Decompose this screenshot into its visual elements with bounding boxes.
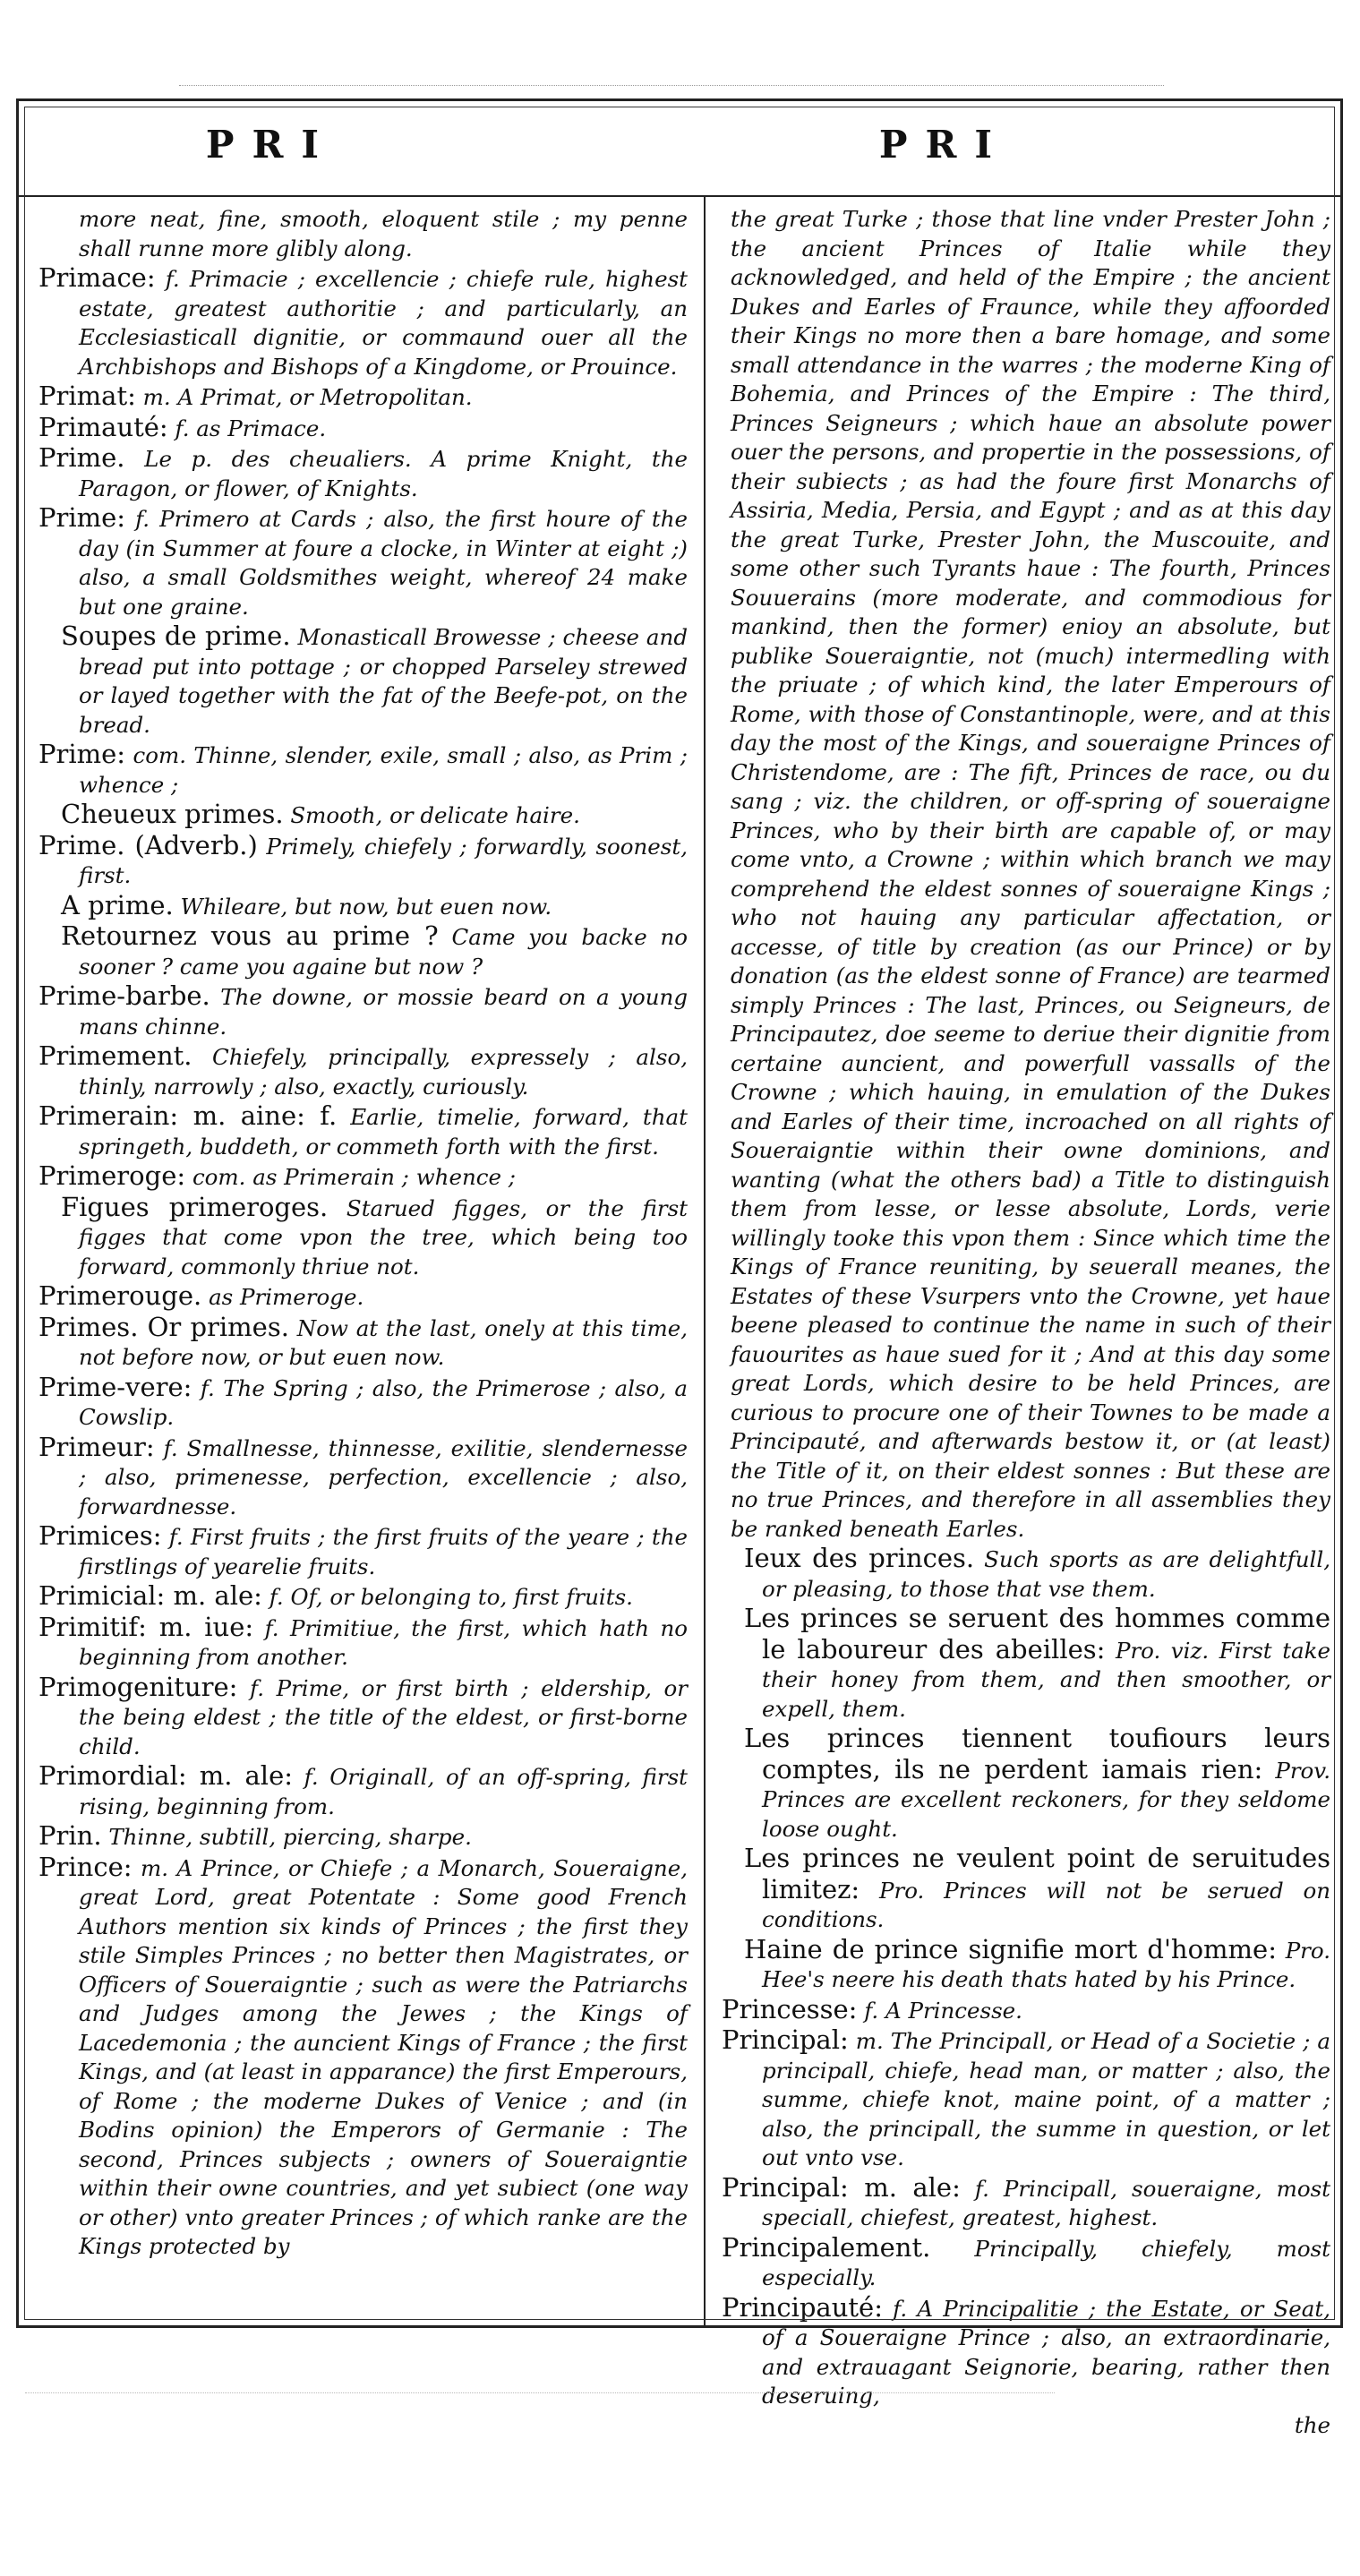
dictionary-entry — [38, 1821, 688, 1853]
entry-headword: Haine de prince signifie mort d'homme: — [744, 1933, 1277, 1964]
column-divider — [704, 195, 706, 2325]
entry-gloss: f. Of, or belonging to, first fruits. — [269, 1584, 633, 1610]
dictionary-entry — [38, 831, 688, 891]
entry-headword: Primerouge. — [38, 1280, 202, 1311]
dictionary-entry — [722, 1724, 1330, 1844]
entry-gloss: Such sports as are delightfull, or pleasing, to those that vse them. — [762, 1546, 1330, 1602]
top-dotted-rule — [179, 85, 1164, 86]
dictionary-entry — [38, 1613, 688, 1673]
entry-gloss: Pro. Hee's neere his death thats hated by his Prince. — [762, 1937, 1330, 1992]
entry-gloss: f. Originall, of an off-spring, first rising, beginning from. — [79, 1764, 688, 1819]
entry-headword: Primordial: m. ale: — [38, 1760, 294, 1791]
entry-headword: Prime-vere: — [38, 1371, 192, 1402]
entry-gloss: m. A Prince, or Chiefe ; a Monarch, Soueraigne, great Lord, great Potentate : Some good French Authors mention six kinds of Princes ; the first they stile Simples Princes ; no better then Magistrates, or Officers of Soueraigntie ; such as were the Patriarchs and Judges among the Jewes ; the Kings of Lacedemonia ; the auncient Kings of France ; the first Kings, and (at least in apparance) the first Emperours, of Rome ; the moderne Dukes of Venice ; and (in Bodins opinion) the Emperors of Germanie : The second, Princes subjects ; owners of Soueraigntie within their owne countries, and yet subiect (one way or other) vnto greater Princes ; of which ranke are the Kings protected by — [79, 1854, 688, 2259]
entry-headword: Prime: — [38, 502, 126, 533]
dictionary-entry — [38, 740, 688, 800]
entry-gloss: f. First fruits ; the first fruits of the yeare ; the firstlings of yearelie fruits. — [79, 1524, 688, 1579]
entry-gloss: f. Prime, or first birth ; eldership, or the being eldest ; the title of the eldest, or first-borne child. — [79, 1674, 688, 1759]
entry-headword: Primauté: — [38, 411, 168, 442]
entry-headword: Prin. — [38, 1820, 102, 1851]
dictionary-entry — [38, 1673, 688, 1762]
entry-headword: Soupes de prime. — [61, 620, 291, 651]
entry-gloss: f. The Spring ; also, the Primerose ; also, a Cowslip. — [79, 1374, 688, 1430]
dictionary-entry — [38, 1853, 688, 2262]
entry-gloss: Primely, chiefely ; forwardly, soonest, first. — [79, 833, 689, 888]
entry-headword: Les princes ne veulent point de seruitudes limitez: — [744, 1843, 1330, 1904]
entry-headword: Primeur: — [38, 1431, 155, 1462]
entry-gloss: f. Smallnesse, thinnesse, exilitie, slendernesse ; also, primenesse, perfection, excellencie ; also, forwardnesse. — [79, 1434, 688, 1519]
entry-gloss: Smooth, or delicate haire. — [290, 802, 580, 828]
entry-headword: Principal: m. ale: — [722, 2171, 961, 2203]
entry-headword: Princesse: — [722, 1993, 858, 2024]
dictionary-entry — [38, 1193, 688, 1282]
dictionary-entry — [38, 921, 688, 981]
entry-gloss: Earlie, timelie, forward, that springeth, buddeth, or commeth forth with the first. — [79, 1104, 688, 1160]
dictionary-entry — [38, 263, 688, 381]
dictionary-entry — [38, 205, 688, 263]
dictionary-entry — [38, 1373, 688, 1433]
right-column — [722, 205, 1331, 2438]
entry-gloss: Principally, chiefely, most especially. — [762, 2235, 1331, 2290]
entry-gloss: Came you backe no sooner ? came you againe but now ? — [79, 924, 689, 980]
dictionary-entry — [722, 2233, 1330, 2293]
entry-headword: Les princes tiennent toufiours leurs comptes, ils ne perdent iamais rien: — [744, 1723, 1330, 1784]
entry-headword: Prime. — [38, 442, 125, 473]
dictionary-entry — [722, 1995, 1330, 2026]
entry-gloss: Prov. Princes are excellent reckoners, for they seldome loose ought. — [762, 1757, 1330, 1842]
entry-gloss: m. The Principall, or Head of a Societie ; a principall, chiefe, head man, or matter ; also, the summe, chiefe knot, maine point, of a matter ; also, the principall, the summe in question, or let out vnto vse. — [762, 2028, 1330, 2170]
entry-gloss: Starued figges, or the first figges that come vpon the tree, which being too forward, commonly thriue not. — [79, 1194, 688, 1279]
entry-headword: Ieux des princes. — [744, 1543, 975, 1573]
dictionary-entry — [38, 1281, 688, 1313]
entry-gloss: The downe, or mossie beard on a young mans chinne. — [79, 984, 688, 1040]
entry-headword: Primogeniture: — [38, 1671, 238, 1702]
entry-headword: Primeroge: — [38, 1160, 186, 1191]
entry-headword: Prime-barbe. — [38, 980, 210, 1011]
dictionary-entry — [722, 1844, 1330, 1935]
left-column — [38, 205, 688, 2318]
dictionary-entry — [38, 1161, 688, 1193]
entry-gloss: Whileare, but now, but euen now. — [180, 893, 552, 920]
entry-gloss: more neat, fine, smooth, eloquent stile ; my penne shall runne more glibly along. — [79, 206, 688, 261]
entry-gloss: f. Primero at Cards ; also, the first houre of the day (in Summer at foure a clocke, in Winter at eight ;) also, a small Goldsmithes weight, whereof 24 make but one graine. — [79, 506, 688, 620]
entry-gloss: Pro. viz. First take their honey from them, and then smoother, or expell, them. — [762, 1637, 1330, 1722]
entry-headword: Primices: — [38, 1520, 162, 1551]
entry-gloss: f. Principall, soueraigne, most speciall, chiefest, greatest, highest. — [762, 2175, 1330, 2230]
entry-gloss: as Primeroge. — [209, 1284, 364, 1310]
entry-headword: Principalement. — [722, 2231, 931, 2263]
dictionary-entry — [722, 1604, 1330, 1724]
running-header — [19, 101, 1340, 197]
entry-gloss: f. Primitiue, the first, which hath no beginning from another. — [79, 1614, 688, 1670]
dictionary-entry — [38, 503, 688, 621]
entry-headword: Principauté: — [722, 2291, 883, 2323]
entry-gloss: Chiefely, principally, expressely ; also, thinly, narrowly ; also, exactly, curiously. — [79, 1044, 688, 1100]
dictionary-entry — [38, 981, 688, 1041]
entry-headword: A prime. — [61, 889, 174, 920]
dictionary-entry — [38, 891, 688, 922]
dictionary-entry — [38, 381, 688, 413]
dictionary-entry — [722, 2025, 1330, 2173]
dictionary-entry — [38, 1313, 688, 1373]
entry-headword: Principal: — [722, 2024, 849, 2055]
entry-gloss: Thinne, subtill, piercing, sharpe. — [108, 1824, 472, 1850]
entry-gloss: Le p. des cheualiers. A prime Knight, the Paragon, or flower, of Knights. — [79, 446, 688, 501]
dictionary-entry — [38, 621, 688, 740]
dictionary-entry — [722, 2173, 1330, 2233]
entry-gloss: m. A Primat, or Metropolitan. — [142, 384, 473, 410]
entry-gloss: com. as Primerain ; whence ; — [192, 1164, 517, 1190]
entry-headword: Retournez vous au prime ? — [61, 920, 439, 951]
entry-gloss: com. Thinne, slender, exile, small ; also, as Prim ; whence ; — [79, 742, 688, 798]
entry-gloss: f. as Primace. — [175, 415, 327, 441]
entry-headword: Prime: — [38, 739, 126, 769]
entry-headword: Figues primeroges. — [61, 1191, 329, 1222]
entry-headword: Primat: — [38, 381, 136, 411]
entry-headword: Primerain: m. aine: f. — [38, 1100, 338, 1131]
entry-gloss: Pro. Princes will not be serued on conditions. — [762, 1877, 1330, 1932]
entry-headword: Primicial: m. ale: — [38, 1580, 262, 1611]
dictionary-entry — [38, 1433, 688, 1522]
dictionary-entry — [38, 800, 688, 831]
header-left: PRI — [205, 123, 338, 167]
header-right: PRI — [878, 123, 1011, 167]
dictionary-entry — [722, 1935, 1330, 1995]
entry-gloss: f. A Principalitie ; the Estate, or Seat, of a Soueraigne Prince ; also, an extraordinarie, and extrauagant Seignorie, bearing, rather then deseruing, — [762, 2295, 1330, 2409]
dictionary-entry — [38, 1761, 688, 1821]
dictionary-entry — [38, 443, 688, 503]
entry-headword: Primace: — [38, 262, 156, 293]
dictionary-entry — [722, 1544, 1330, 1604]
entry-gloss: f. A Princesse. — [864, 1997, 1022, 2024]
entry-gloss: f. Primacie ; excellencie ; chiefe rule, highest estate, greatest authoritie ; and particularly, an Ecclesiasticall dignitie, or commaund ouer all the Archbishops and Bishops of a Kingdome, or Prouince. — [79, 266, 688, 380]
entry-headword: Prince: — [38, 1851, 133, 1882]
entry-gloss: the — [1294, 2411, 1330, 2438]
entry-headword: Cheueux primes. — [61, 799, 284, 829]
entry-headword: Primitif: m. iue: — [38, 1611, 254, 1642]
catchword — [722, 2411, 1330, 2441]
entry-gloss: Monasticall Browesse ; cheese and bread put into pottage ; or chopped Parseley strewed or layed together with the fat of the Beefe-pot, on the bread. — [79, 624, 689, 738]
dictionary-entry — [38, 1041, 688, 1101]
bottom-dotted-rule — [25, 2392, 1055, 2393]
page-frame — [16, 98, 1343, 2438]
entry-headword: Primes. Or primes. — [38, 1311, 289, 1342]
dictionary-entry — [38, 1521, 688, 1581]
dictionary-entry — [38, 1101, 688, 1161]
dictionary-entry — [38, 1581, 688, 1613]
dictionary-entry — [38, 413, 688, 444]
entry-gloss: Now at the last, onely at this time, not before now, or but euen now. — [79, 1314, 689, 1370]
entry-gloss: the great Turke ; those that line vnder Prester John ; the ancient Princes of Italie while they acknowledged, and held of the Empire ; the ancient Dukes and Earles of Fraunce, while they affoorded their Kings no more then a bare homage, and some small attendance in the warres ; the moderne King of Bohemia, and Princes of the Empire : The third, Princes Seigneurs ; which haue an absolute power ouer the persons, and propertie in the possessions, of their subiects ; as had the foure first Monarchs of Assiria, Media, Persia, and Egypt ; and as at this day the great Turke, Prester John, the Muscouite, and some other such Tyrants haue : The fourth, Princes Souuerains (more moderate, and commodious for mankind, then the former) enioy an absolute, but publike Soueraigntie, not (much) intermedling with the priuate ; of which kind, the later Emperours of Rome, with those of Constantinople, were, and at this day the most of the Kings, and soueraigne Princes of Christendome, are : The fift, Princes de race, ou du sang ; viz. the children, or off-spring of soueraigne Princes, who by their birth are capable of, or may come vnto, a Crowne ; within which branch we may comprehend the eldest sonnes of soueraigne Kings ; who not hauing any particular affectation, or accesse, of title by creation (as our Prince) or by donation (as the eldest sonne of France) are tearmed simply Princes : The last, Princes, ou Seigneurs, de Principautez, doe seeme to deriue their dignitie from certaine auncient, and powerfull vassalls of the Crowne ; which hauing, in emulation of the Dukes and Earles of their time, incroached on all rights of Soueraigntie within their owne dominions, and wanting (what the others bad) a Title to distinguish them from lesse, or lesse absolute, Lords, verie willingly tooke this vpon them : Since which time the Kings of France reuniting, by seuerall meanes, the Estates of these Vsurpers vnto the Crowne, yet haue beene pleased to continue the name in such of their fauourites as haue sued for it ; And at this day some great Lords, which desire to be held Princes, are curious to procure one of their Townes to be made a Principauté, and afterwards bestow it, or (at least) the Title of it, on their eldest sonnes : But these are no true Princes, and therefore in all assemblies they be ranked beneath Earles. — [731, 206, 1330, 1542]
entry-headword: Les princes se seruent des hommes comme le laboureur des abeilles: — [744, 1603, 1330, 1665]
dictionary-entry — [722, 205, 1330, 1544]
entry-headword: Prime. (Adverb.) — [38, 829, 258, 860]
entry-headword: Primement. — [38, 1040, 192, 1071]
